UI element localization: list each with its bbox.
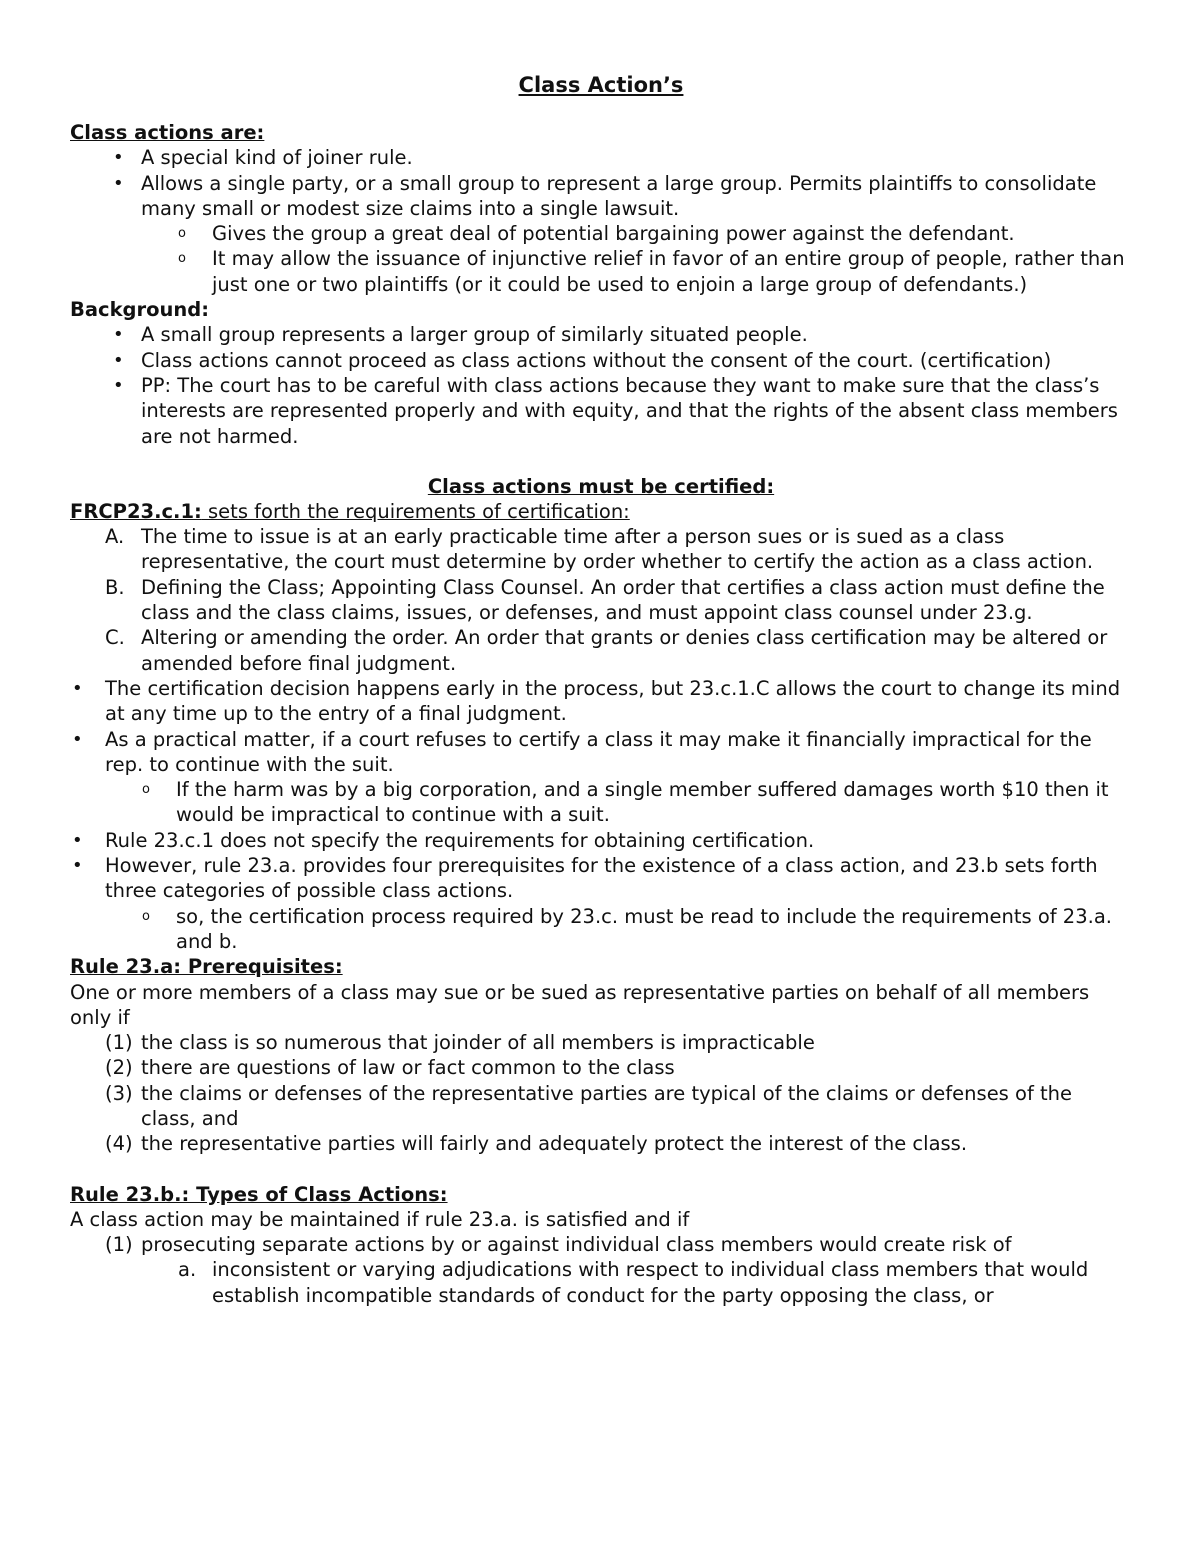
list-item: • As a practical matter, if a court refuses to certify a class it may make it financially impractical for the rep. to continue with the suit. [72, 727, 1092, 776]
list-marker: A. [105, 525, 125, 549]
list-marker: (4) [105, 1132, 133, 1156]
list-item: o It may allow the issuance of injunctive relief in favor of an entire group of people, rather than just one or two plaintiffs (or it could be used to enjoin a large group of defendants.) [178, 247, 1125, 296]
list-item: o so, the certification process required by 23.c. must be read to include the requirements of 23.a. and b. [142, 904, 1112, 953]
bullet-icon: • [113, 349, 124, 371]
list-item: • Class actions cannot proceed as class actions without the consent of the court. (certification) [113, 348, 1052, 372]
list-item: • However, rule 23.a. provides four prerequisites for the existence of a class action, and 23.b sets forth three categories of possible class actions. [72, 854, 1098, 903]
sub-bullet-icon: o [178, 251, 186, 267]
list-item: a. inconsistent or varying adjudications with respect to individual class members that would establish incompatible standards of conduct for the party opposing the class, or [178, 1258, 1089, 1307]
list-item: A. The time to issue is at an early practicable time after a person sues or is sued as a class representative, the court must determine by order whether to certify the action as a class action. [105, 525, 1094, 574]
list-item: • A special kind of joiner rule. [113, 146, 413, 170]
list-marker: (1) [105, 1031, 133, 1055]
bullet-icon: • [113, 374, 124, 396]
list-item: (2) there are questions of law or fact common to the class [105, 1056, 675, 1080]
sub-bullet-icon: o [142, 782, 150, 798]
list-item: • PP: The court has to be careful with class actions because they want to make sure that the class’s interests are represented properly and with equity, and that the rights of the absent class members are not harmed. [113, 373, 1118, 448]
list-item: (1) prosecuting separate actions by or against individual class members would create risk of [105, 1233, 1012, 1257]
list-item: C. Altering or amending the order. An order that grants or denies class certification may be altered or amended before final judgment. [105, 626, 1108, 675]
list-item: (3) the claims or defenses of the representative parties are typical of the claims or defenses of the class, and [105, 1081, 1073, 1130]
list-item: o If the harm was by a big corporation, and a single member suffered damages worth $10 then it would be impractical to continue with a suit. [142, 778, 1109, 827]
heading-class-actions-are: Class actions are: [70, 121, 265, 144]
bullet-icon: • [72, 829, 83, 851]
list-marker: (2) [105, 1056, 133, 1080]
heading-types: Rule 23.b.: Types of Class Actions: [70, 1182, 448, 1206]
list-marker: C. [105, 626, 125, 650]
bullet-icon: • [113, 147, 124, 169]
list-item: • Rule 23.c.1 does not specify the requirements for obtaining certification. [72, 828, 815, 852]
heading-background: Background: [70, 298, 210, 322]
frcp-line: FRCP23.c.1: sets forth the requirements of certification: [70, 499, 630, 523]
bullet-icon: • [72, 728, 83, 750]
bullet-icon: • [72, 855, 83, 877]
bullet-icon: • [113, 324, 124, 346]
spacer [70, 449, 1132, 474]
list-item: • Allows a single party, or a small group to represent a large group. Permits plaintiffs to consolidate many small or modest size claims into a single lawsuit. [113, 171, 1097, 220]
prerequisites-intro: One or more members of a class may sue or be sued as representative parties on behalf of all members only if [70, 980, 1090, 1029]
spacer [70, 1157, 1132, 1182]
list-item: (1) the class is so numerous that joinder of all members is impracticable [105, 1031, 815, 1055]
types-intro: A class action may be maintained if rule 23.a. is satisfied and if [70, 1207, 690, 1231]
list-item: • A small group represents a larger group of similarly situated people. [113, 323, 808, 347]
sub-bullet-icon: o [178, 226, 186, 242]
bullet-icon: • [113, 172, 124, 194]
list-item: (4) the representative parties will fairly and adequately protect the interest of the class. [105, 1132, 968, 1156]
heading-certified: Class actions must be certified: [427, 474, 775, 498]
document-page [70, 72, 1132, 1308]
list-item: o Gives the group a great deal of potential bargaining power against the defendant. [178, 222, 1015, 246]
document-title: Class Action’s [518, 73, 684, 97]
sub-bullet-icon: o [142, 908, 150, 924]
heading-prerequisites: Rule 23.a: Prerequisites: [70, 955, 343, 979]
list-marker: a. [178, 1258, 197, 1282]
list-item: B. Defining the Class; Appointing Class Counsel. An order that certifies a class action must define the class and the class claims, issues, or defenses, and must appoint class counsel under 23.g. [105, 575, 1105, 625]
list-marker: B. [105, 575, 125, 599]
bullet-icon: • [72, 677, 83, 699]
list-marker: (3) [105, 1081, 133, 1105]
list-marker: (1) [105, 1233, 133, 1257]
list-item: • The certification decision happens early in the process, but 23.c.1.C allows the court to change its mind at any time up to the entry of a final judgment. [72, 676, 1121, 726]
